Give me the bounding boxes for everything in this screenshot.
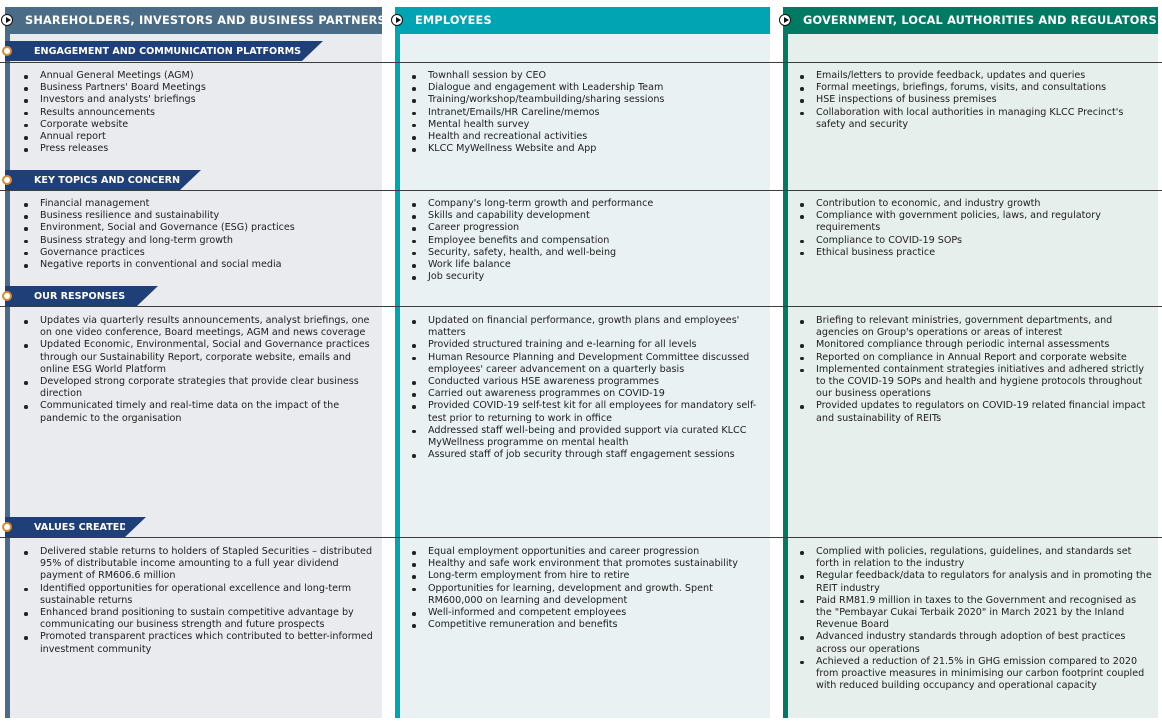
- column-header-shareholders: [5, 7, 386, 34]
- list-item: Business Partners' Board Meetings: [23, 82, 378, 94]
- responses-employees-list: [411, 315, 766, 461]
- list-item: Competitive remuneration and benefits: [411, 619, 766, 631]
- section-dot-icon: [2, 522, 12, 532]
- list-item: Townhall session by CEO: [411, 70, 766, 82]
- list-item: Collaboration with local authorities in managing KLCC Precinct's safety and security: [799, 107, 1154, 131]
- column-title-employees: EMPLOYEES: [415, 14, 492, 27]
- column-header-employees: [395, 7, 770, 34]
- list-item: Updates via quarterly results announcements, analyst briefings, one on one video conference, Board meetings, AGM and news coverage: [23, 315, 378, 339]
- list-item: Contribution to economic, and industry growth: [799, 198, 1154, 210]
- section-label: VALUES CREATED: [34, 521, 128, 533]
- section-tab-values-created: [5, 517, 128, 537]
- list-item: Ethical business practice: [799, 247, 1154, 259]
- list-item: Enhanced brand positioning to sustain competitive advantage by communicating our business strength and future prospects: [23, 607, 378, 631]
- play-circle-icon: [1, 14, 13, 26]
- list-item: Provided updates to regulators on COVID-19 related financial impact and sustainability of REITs: [799, 400, 1154, 424]
- list-item: Provided structured training and e-learning for all levels: [411, 339, 766, 351]
- section-tab-our-responses: [5, 286, 137, 306]
- section-dot-icon: [2, 175, 12, 185]
- list-item: Human Resource Planning and Development Committee discussed employees' career advancement on a quarterly basis: [411, 352, 766, 376]
- section-label: OUR RESPONSES: [34, 290, 126, 302]
- list-item: Developed strong corporate strategies that provide clear business direction: [23, 376, 378, 400]
- list-item: Delivered stable returns to holders of Stapled Securities – distributed 95% of distributable income amounting to a full year dividend payment of RM606.6 million: [23, 546, 378, 583]
- list-item: Training/workshop/teambuilding/sharing sessions: [411, 94, 766, 106]
- list-item: Mental health survey: [411, 119, 766, 131]
- list-item: Monitored compliance through periodic internal assessments: [799, 339, 1154, 351]
- values-government-list: [799, 546, 1154, 692]
- responses-government-list: [799, 315, 1154, 425]
- list-item: Corporate website: [23, 119, 378, 131]
- column-title-government: GOVERNMENT, LOCAL AUTHORITIES AND REGULATORS: [803, 14, 1157, 27]
- column-bar-shareholders: [5, 34, 10, 718]
- engagement-shareholders-list: [23, 70, 378, 155]
- list-item: Press releases: [23, 143, 378, 155]
- list-item: Governance practices: [23, 247, 378, 259]
- play-circle-icon: [779, 14, 791, 26]
- key-topics-government-list: [799, 198, 1154, 259]
- list-item: Dialogue and engagement with Leadership Team: [411, 82, 766, 94]
- column-bar-employees: [395, 34, 400, 718]
- list-item: Opportunities for learning, development and growth. Spent RM600,000 on learning and development: [411, 583, 766, 607]
- list-item: Business resilience and sustainability: [23, 210, 378, 222]
- list-item: Healthy and safe work environment that promotes sustainability: [411, 558, 766, 570]
- section-divider: [0, 62, 1162, 63]
- list-item: Briefing to relevant ministries, government departments, and agencies on Group's operations or areas of interest: [799, 315, 1154, 339]
- list-item: HSE inspections of business premises: [799, 94, 1154, 106]
- list-item: Emails/letters to provide feedback, updates and queries: [799, 70, 1154, 82]
- list-item: Promoted transparent practices which contributed to better-informed investment community: [23, 631, 378, 655]
- list-item: Skills and capability development: [411, 210, 766, 222]
- column-bar-government: [783, 34, 788, 718]
- list-item: Compliance with government policies, laws, and regulatory requirements: [799, 210, 1154, 234]
- play-circle-icon: [391, 14, 403, 26]
- responses-shareholders-list: [23, 315, 378, 425]
- list-item: Paid RM81.9 million in taxes to the Government and recognised as the "Pembayar Cukai Terbaik 2020" in March 2021 by the Inland Revenue Board: [799, 595, 1154, 632]
- list-item: Addressed staff well-being and provided support via curated KLCC MyWellness programme on mental health: [411, 425, 766, 449]
- list-item: KLCC MyWellness Website and App: [411, 143, 766, 155]
- key-topics-employees-list: [411, 198, 766, 283]
- list-item: Investors and analysts' briefings: [23, 94, 378, 106]
- section-divider: [0, 306, 1162, 307]
- list-item: Business strategy and long-term growth: [23, 235, 378, 247]
- key-topics-shareholders-list: [23, 198, 378, 271]
- engagement-government-list: [799, 70, 1154, 131]
- list-item: Employee benefits and compensation: [411, 235, 766, 247]
- list-item: Well-informed and competent employees: [411, 607, 766, 619]
- list-item: Environment, Social and Governance (ESG) practices: [23, 222, 378, 234]
- values-employees-list: [411, 546, 766, 631]
- list-item: Updated on financial performance, growth plans and employees' matters: [411, 315, 766, 339]
- section-tab-key-topics: [5, 170, 187, 190]
- list-item: Long-term employment from hire to retire: [411, 570, 766, 582]
- list-item: Implemented containment strategies initiatives and adhered strictly to the COVID-19 SOPs and health and hygiene protocols throughout our business operations: [799, 364, 1154, 401]
- section-divider: [0, 190, 1162, 191]
- column-header-government: [783, 7, 1158, 34]
- list-item: Reported on compliance in Annual Report and corporate website: [799, 352, 1154, 364]
- section-tab-engagement: [5, 41, 302, 61]
- list-item: Assured staff of job security through staff engagement sessions: [411, 449, 766, 461]
- list-item: Annual report: [23, 131, 378, 143]
- list-item: Communicated timely and real-time data on the impact of the pandemic to the organisation: [23, 400, 378, 424]
- section-label: ENGAGEMENT AND COMMUNICATION PLATFORMS: [34, 45, 302, 57]
- list-item: Company's long-term growth and performance: [411, 198, 766, 210]
- list-item: Carried out awareness programmes on COVID-19: [411, 388, 766, 400]
- list-item: Health and recreational activities: [411, 131, 766, 143]
- list-item: Provided COVID-19 self-test kit for all employees for mandatory self-test prior to returning to work in office: [411, 400, 766, 424]
- list-item: Formal meetings, briefings, forums, visits, and consultations: [799, 82, 1154, 94]
- list-item: Equal employment opportunities and career progression: [411, 546, 766, 558]
- list-item: Complied with policies, regulations, guidelines, and standards set forth in relation to the industry: [799, 546, 1154, 570]
- list-item: Annual General Meetings (AGM): [23, 70, 378, 82]
- list-item: Job security: [411, 271, 766, 283]
- list-item: Updated Economic, Environmental, Social and Governance practices through our Sustainability Report, corporate website, emails and online ESG World Platform: [23, 339, 378, 376]
- list-item: Advanced industry standards through adoption of best practices across our operations: [799, 631, 1154, 655]
- section-label: KEY TOPICS AND CONCERNS: [34, 174, 187, 186]
- list-item: Achieved a reduction of 21.5% in GHG emission compared to 2020 from proactive measures in minimising our carbon footprint coupled with reduced building occupancy and operational capacity: [799, 656, 1154, 693]
- column-title-shareholders: SHAREHOLDERS, INVESTORS AND BUSINESS PARTNERS: [25, 14, 386, 27]
- list-item: Identified opportunities for operational excellence and long-term sustainable returns: [23, 583, 378, 607]
- list-item: Results announcements: [23, 107, 378, 119]
- values-shareholders-list: [23, 546, 378, 656]
- list-item: Regular feedback/data to regulators for analysis and in promoting the REIT industry: [799, 570, 1154, 594]
- list-item: Work life balance: [411, 259, 766, 271]
- section-divider: [0, 537, 1162, 538]
- list-item: Intranet/Emails/HR Careline/memos: [411, 107, 766, 119]
- section-dot-icon: [2, 46, 12, 56]
- list-item: Financial management: [23, 198, 378, 210]
- list-item: Compliance to COVID-19 SOPs: [799, 235, 1154, 247]
- list-item: Career progression: [411, 222, 766, 234]
- list-item: Conducted various HSE awareness programmes: [411, 376, 766, 388]
- list-item: Negative reports in conventional and social media: [23, 259, 378, 271]
- section-dot-icon: [2, 291, 12, 301]
- engagement-employees-list: [411, 70, 766, 155]
- list-item: Security, safety, health, and well-being: [411, 247, 766, 259]
